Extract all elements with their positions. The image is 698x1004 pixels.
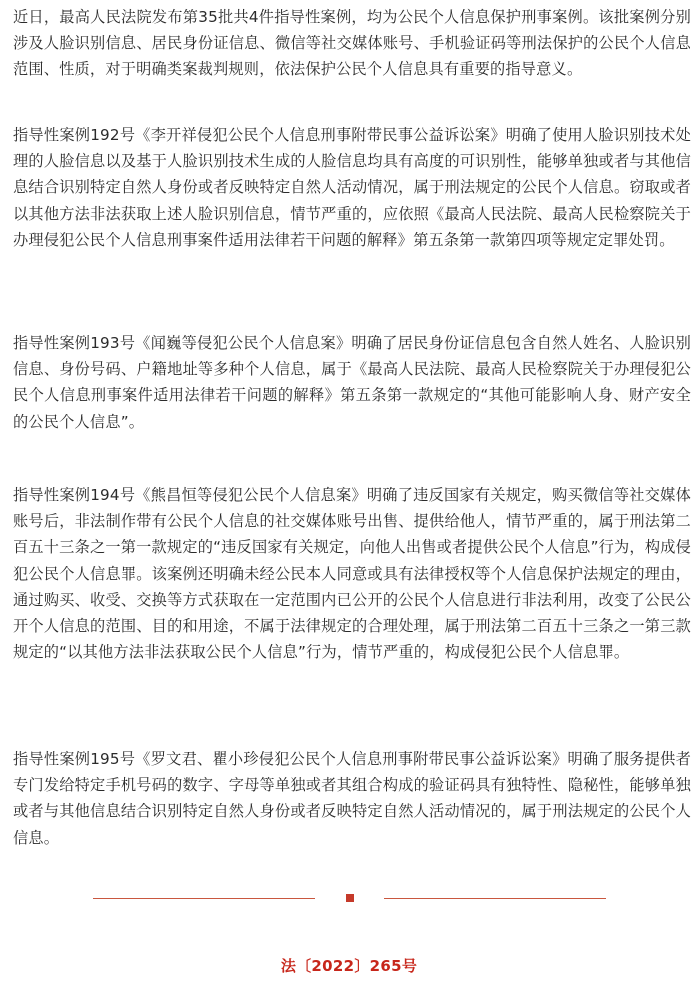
divider-line-right (384, 898, 606, 899)
divider-square-icon (346, 894, 354, 902)
divider-line-left (93, 898, 315, 899)
document-number: 法〔2022〕265号 (280, 957, 418, 975)
case-194-paragraph: 指导性案例194号《熊昌恒等侵犯公民个人信息案》明确了违反国家有关规定，购买微信等社交媒体账号后，非法制作带有公民个人信息的社交媒体账号出售、提供给他人，情节严重的，属于刑法第二百五十三条之一第一款规定的“违反国家有关规定，向他人出售或者提供公民个人信息”行为，构成侵犯公民个人信息罪。该案例还明确未经公民本人同意或具有法律授权等个人信息保护法规定的理由，通过购买、收受、交换等方式获取在一定范围内已公开的公民个人信息进行非法利用，改变了公民公开个人信息的范围、目的和用途，不属于法律规定的合理处理，属于刑法第二百五十三条之一第三款规定的“以其他方法非法获取公民个人信息”行为，情节严重的，构成侵犯公民个人信息罪。 (13, 486, 691, 662)
section-divider (0, 893, 698, 905)
case-192-paragraph: 指导性案例192号《李开祥侵犯公民个人信息刑事附带民事公益诉讼案》明确了使用人脸识别技术处理的人脸信息以及基于人脸识别技术生成的人脸信息均具有高度的可识别性，能够单独或者与其他信息结合识别特定自然人身份或者反映特定自然人活动情况，属于刑法规定的公民个人信息。窃取或者以其他方法非法获取上述人脸识别信息，情节严重的，应依照《最高人民法院、最高人民检察院关于办理侵犯公民个人信息刑事案件适用法律若干问题的解释》第五条第一款第四项等规定定罪处罚。 (13, 126, 691, 249)
case-193-paragraph: 指导性案例193号《闻巍等侵犯公民个人信息案》明确了居民身份证信息包含自然人姓名、人脸识别信息、身份号码、户籍地址等多种个人信息，属于《最高人民法院、最高人民检察院关于办理侵犯公民个人信息刑事案件适用法律若干问题的解释》第五条第一款规定的“其他可能影响人身、财产安全的公民个人信息”。 (13, 334, 691, 431)
case-195-paragraph: 指导性案例195号《罗文君、瞿小珍侵犯公民个人信息刑事附带民事公益诉讼案》明确了服务提供者专门发给特定手机号码的数字、字母等单独或者其组合构成的验证码具有独特性、隐秘性，能够单独或者与其他信息结合识别特定自然人身份或者反映特定自然人活动情况的，属于刑法规定的公民个人信息。 (13, 750, 691, 847)
intro-paragraph: 近日，最高人民法院发布第35批共4件指导性案例，均为公民个人信息保护刑事案例。该批案例分别涉及人脸识别信息、居民身份证信息、微信等社交媒体账号、手机验证码等刑法保护的公民个人信息范围、性质，对于明确类案裁判规则，依法保护公民个人信息具有重要的指导意义。 (13, 8, 691, 79)
